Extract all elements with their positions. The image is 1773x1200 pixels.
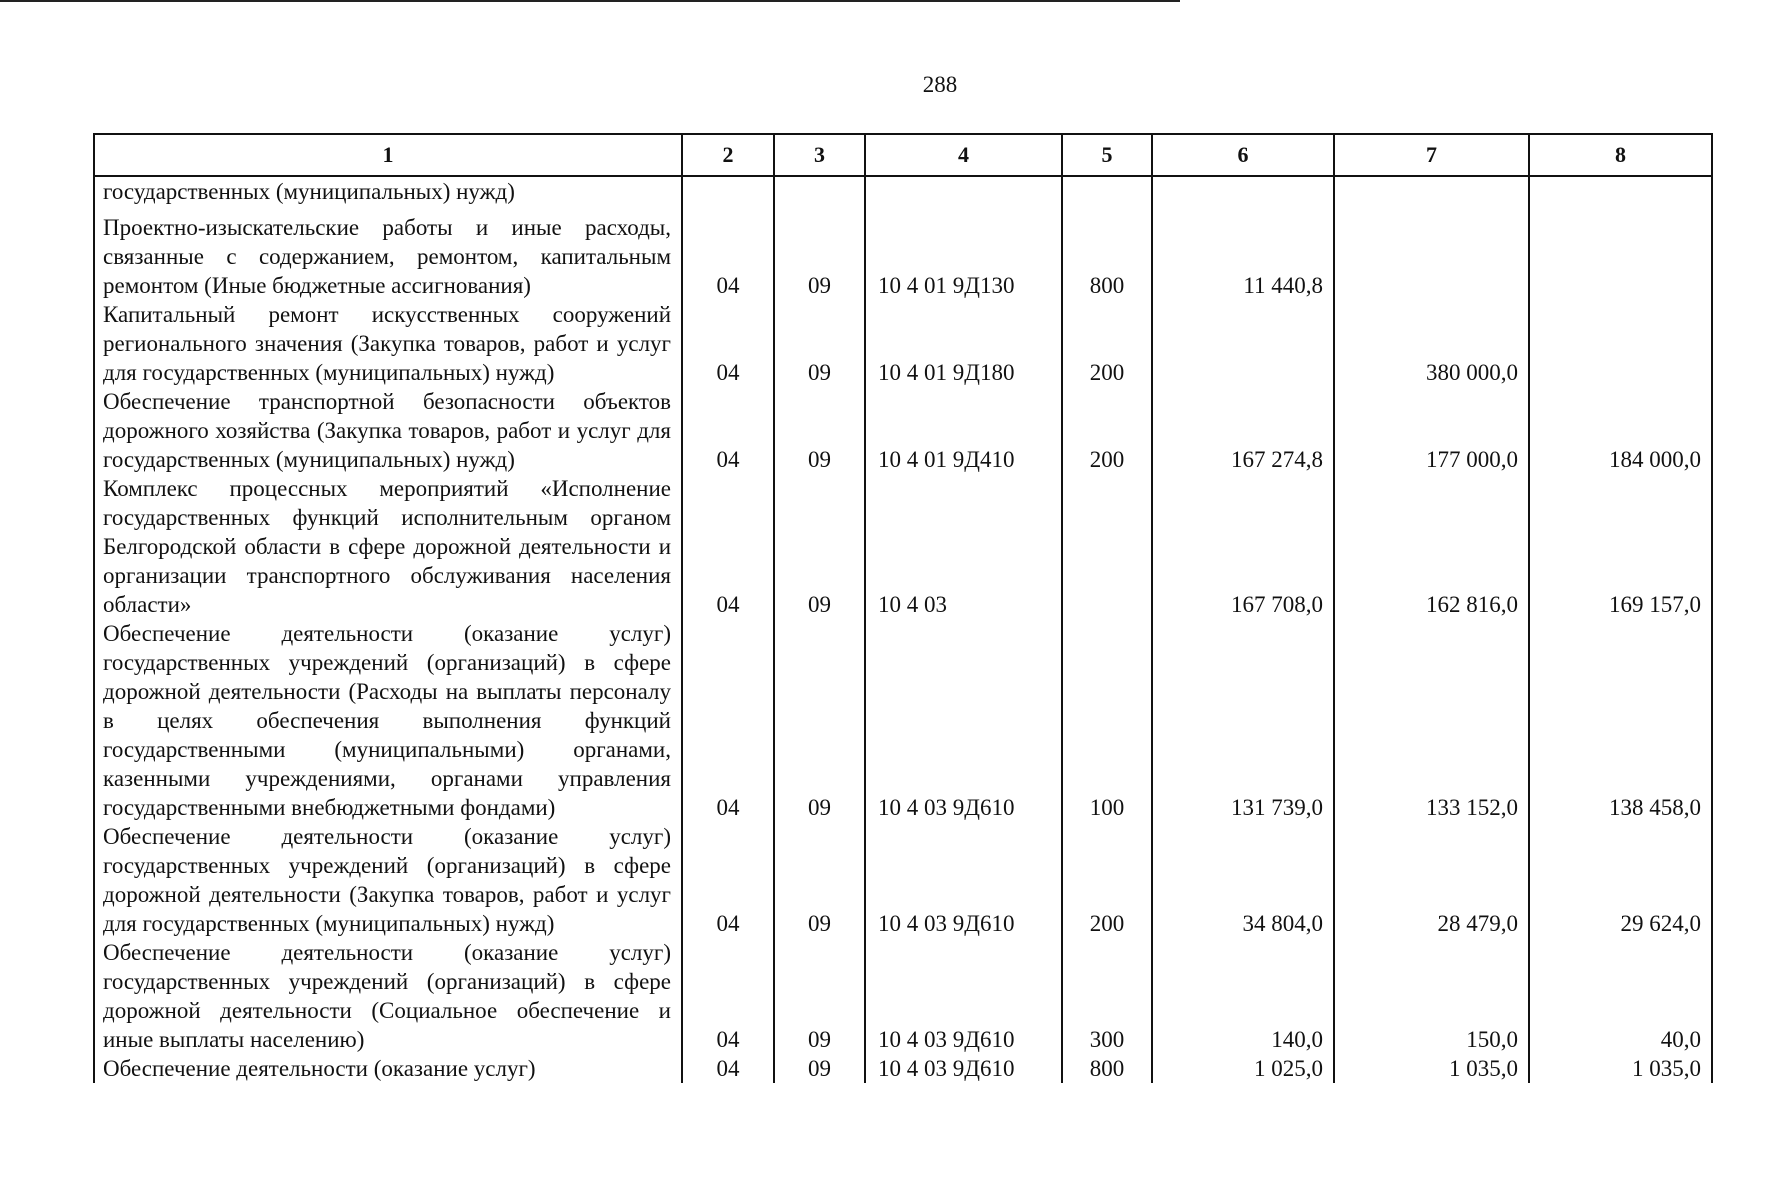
row-name: Обеспечение транспортной безопасности объектов дорожного хозяйства (Закупка товаров, работ и услуг для государственных (муниципальных) нужд)	[94, 387, 682, 474]
row-section: 04	[682, 619, 774, 822]
row-amount-year2: 1 035,0	[1334, 1054, 1529, 1083]
table-row	[94, 387, 1712, 474]
row-section: 04	[682, 938, 774, 1054]
row-name: Обеспечение деятельности (оказание услуг) государственных учреждений (организаций) в сфере дорожной деятельности (Закупка товаров, работ и услуг для государственных (муниципальных) нужд)	[94, 822, 682, 938]
row-amount-year1: 140,0	[1152, 938, 1334, 1054]
page-number: 288	[922, 72, 958, 97]
row-name: Обеспечение деятельности (оказание услуг) государственных учреждений (организаций) в сфере дорожной деятельности (Расходы на выплаты персоналу в целях обеспечения выполнения функций государственными (муниципальными) органами, казенными учреждениями, органами управления государственными внебюджетными фондами)	[94, 619, 682, 822]
row-name: Капитальный ремонт искусственных сооружений регионального значения (Закупка товаров, работ и услуг для государственных (муниципальных) нужд)	[94, 300, 682, 387]
row-name: Комплекс процессных мероприятий «Исполнение государственных функций исполнительным органом Белгородской области в сфере дорожной деятельности и организации транспортного обслуживания населения области»	[94, 474, 682, 619]
column-header-1: 1	[94, 134, 682, 176]
row-name: государственных (муниципальных) нужд)	[94, 176, 682, 213]
row-amount-year2: 380 000,0	[1334, 300, 1529, 387]
row-section	[682, 176, 774, 213]
row-expense-type	[1062, 176, 1152, 213]
row-target-code: 10 4 03 9Д610	[865, 619, 1062, 822]
table-row	[94, 176, 1712, 213]
row-subsection: 09	[774, 938, 865, 1054]
row-amount-year2	[1334, 213, 1529, 300]
row-amount-year2: 177 000,0	[1334, 387, 1529, 474]
row-expense-type: 100	[1062, 619, 1152, 822]
row-subsection: 09	[774, 619, 865, 822]
column-header-6: 6	[1152, 134, 1334, 176]
header-row	[94, 134, 1712, 176]
row-expense-type: 200	[1062, 822, 1152, 938]
row-amount-year1: 34 804,0	[1152, 822, 1334, 938]
row-amount-year1: 131 739,0	[1152, 619, 1334, 822]
row-amount-year2: 133 152,0	[1334, 619, 1529, 822]
row-amount-year3: 184 000,0	[1529, 387, 1712, 474]
table-row	[94, 213, 1712, 300]
column-header-3: 3	[774, 134, 865, 176]
table-row	[94, 474, 1712, 619]
budget-table	[93, 133, 1713, 1083]
row-target-code: 10 4 03 9Д610	[865, 822, 1062, 938]
row-target-code: 10 4 01 9Д410	[865, 387, 1062, 474]
row-section: 04	[682, 1054, 774, 1083]
column-header-5: 5	[1062, 134, 1152, 176]
row-amount-year1	[1152, 176, 1334, 213]
row-expense-type: 200	[1062, 387, 1152, 474]
table-row	[94, 822, 1712, 938]
row-section: 04	[682, 474, 774, 619]
row-amount-year2: 28 479,0	[1334, 822, 1529, 938]
row-target-code: 10 4 03 9Д610	[865, 1054, 1062, 1083]
row-amount-year3: 138 458,0	[1529, 619, 1712, 822]
row-section: 04	[682, 300, 774, 387]
row-subsection: 09	[774, 387, 865, 474]
row-section: 04	[682, 387, 774, 474]
row-target-code: 10 4 03 9Д610	[865, 938, 1062, 1054]
row-subsection: 09	[774, 300, 865, 387]
row-amount-year3: 169 157,0	[1529, 474, 1712, 619]
column-header-2: 2	[682, 134, 774, 176]
row-subsection: 09	[774, 822, 865, 938]
row-amount-year3: 1 035,0	[1529, 1054, 1712, 1083]
row-amount-year1: 11 440,8	[1152, 213, 1334, 300]
row-section: 04	[682, 213, 774, 300]
row-target-code: 10 4 03	[865, 474, 1062, 619]
row-target-code	[865, 176, 1062, 213]
row-target-code: 10 4 01 9Д130	[865, 213, 1062, 300]
row-name: Проектно-изыскательские работы и иные расходы, связанные с содержанием, ремонтом, капитальным ремонтом (Иные бюджетные ассигнования)	[94, 213, 682, 300]
row-expense-type: 300	[1062, 938, 1152, 1054]
row-amount-year1: 1 025,0	[1152, 1054, 1334, 1083]
row-amount-year2: 162 816,0	[1334, 474, 1529, 619]
row-expense-type	[1062, 474, 1152, 619]
scan-edge-line	[0, 0, 1180, 2]
row-amount-year2: 150,0	[1334, 938, 1529, 1054]
row-amount-year3	[1529, 213, 1712, 300]
row-subsection: 09	[774, 213, 865, 300]
row-subsection: 09	[774, 1054, 865, 1083]
row-amount-year3	[1529, 176, 1712, 213]
row-subsection	[774, 176, 865, 213]
table-row	[94, 300, 1712, 387]
row-name: Обеспечение деятельности (оказание услуг) государственных учреждений (организаций) в сфере дорожной деятельности (Социальное обеспечение и иные выплаты населению)	[94, 938, 682, 1054]
column-header-7: 7	[1334, 134, 1529, 176]
row-amount-year1: 167 708,0	[1152, 474, 1334, 619]
column-header-8: 8	[1529, 134, 1712, 176]
column-header-4: 4	[865, 134, 1062, 176]
row-subsection: 09	[774, 474, 865, 619]
row-expense-type: 800	[1062, 1054, 1152, 1083]
table-row	[94, 1054, 1712, 1083]
row-expense-type: 800	[1062, 213, 1152, 300]
row-section: 04	[682, 822, 774, 938]
row-amount-year3: 40,0	[1529, 938, 1712, 1054]
row-amount-year2	[1334, 176, 1529, 213]
row-amount-year3: 29 624,0	[1529, 822, 1712, 938]
row-name: Обеспечение деятельности (оказание услуг)	[94, 1054, 682, 1083]
row-amount-year1	[1152, 300, 1334, 387]
table-row	[94, 938, 1712, 1054]
row-target-code: 10 4 01 9Д180	[865, 300, 1062, 387]
row-amount-year3	[1529, 300, 1712, 387]
row-expense-type: 200	[1062, 300, 1152, 387]
row-amount-year1: 167 274,8	[1152, 387, 1334, 474]
table-row	[94, 619, 1712, 822]
